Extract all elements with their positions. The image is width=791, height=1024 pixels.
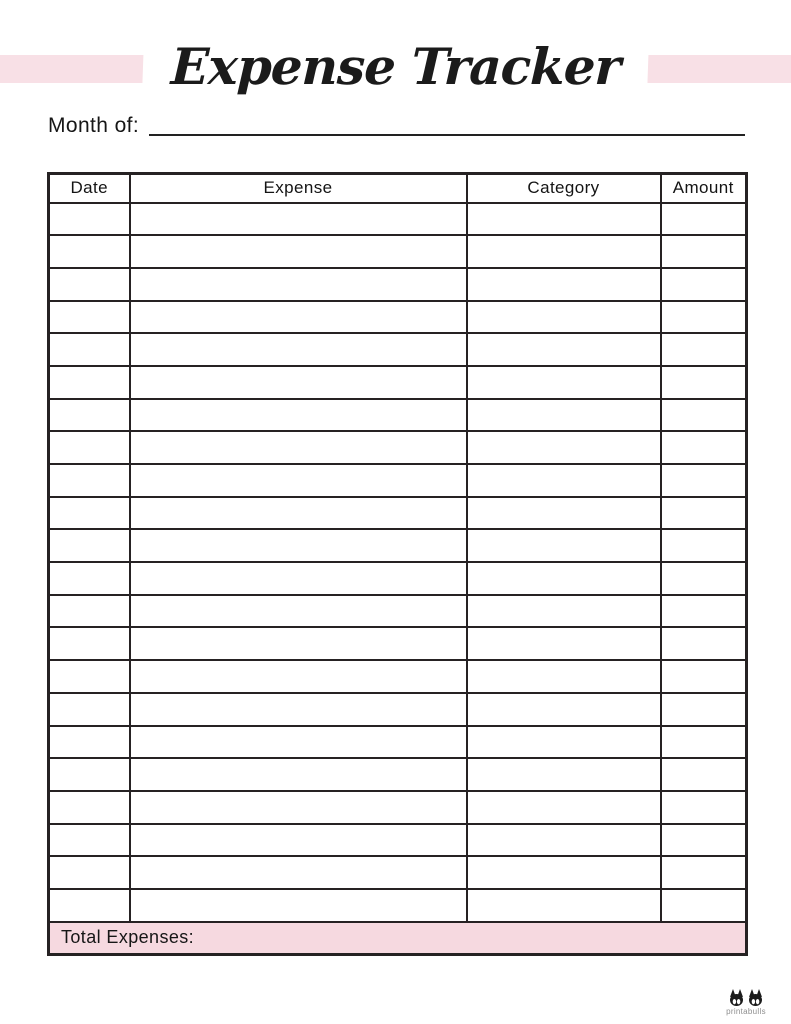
column-header-amount: Amount <box>661 174 747 203</box>
table-row <box>49 824 747 857</box>
table-cell <box>661 431 747 464</box>
table-row <box>49 366 747 399</box>
table-row <box>49 464 747 497</box>
table-cell <box>467 758 661 791</box>
table-cell <box>49 366 130 399</box>
table-cell <box>661 627 747 660</box>
table-cell <box>467 824 661 857</box>
table-cell <box>661 399 747 432</box>
table-cell <box>661 301 747 334</box>
table-cell <box>130 889 467 922</box>
table-cell <box>467 301 661 334</box>
table-row <box>49 333 747 366</box>
table-cell <box>467 235 661 268</box>
column-header-expense: Expense <box>130 174 467 203</box>
table-cell <box>49 562 130 595</box>
column-header-date: Date <box>49 174 130 203</box>
table-row <box>49 693 747 726</box>
table-cell <box>130 333 467 366</box>
table-cell <box>467 889 661 922</box>
table-row <box>49 889 747 922</box>
total-expenses-cell <box>49 922 747 955</box>
table-cell <box>49 301 130 334</box>
table-cell <box>661 464 747 497</box>
expense-table <box>47 172 748 956</box>
table-cell <box>130 399 467 432</box>
table-row <box>49 595 747 628</box>
table-cell <box>661 856 747 889</box>
month-of-write-in-line <box>149 134 745 136</box>
table-cell <box>49 595 130 628</box>
table-cell <box>49 529 130 562</box>
table-cell <box>49 235 130 268</box>
table-cell <box>467 431 661 464</box>
table-cell <box>49 758 130 791</box>
table-row <box>49 301 747 334</box>
table-cell <box>130 235 467 268</box>
table-cell <box>661 366 747 399</box>
table-cell <box>49 399 130 432</box>
table-cell <box>49 497 130 530</box>
table-cell <box>661 758 747 791</box>
title-band <box>0 24 791 110</box>
table-cell <box>49 824 130 857</box>
table-cell <box>49 693 130 726</box>
month-of-row <box>48 112 745 140</box>
table-cell <box>467 203 661 236</box>
table-cell <box>467 693 661 726</box>
table-row <box>49 529 747 562</box>
table-cell <box>467 497 661 530</box>
table-cell <box>467 726 661 759</box>
table-cell <box>467 529 661 562</box>
table-row <box>49 660 747 693</box>
table-cell <box>130 758 467 791</box>
table-cell <box>130 627 467 660</box>
table-cell <box>130 497 467 530</box>
table-cell <box>130 431 467 464</box>
table-cell <box>661 268 747 301</box>
table-row <box>49 431 747 464</box>
table-cell <box>467 562 661 595</box>
table-cell <box>661 529 747 562</box>
table-cell <box>130 301 467 334</box>
table-cell <box>467 399 661 432</box>
table-row <box>49 791 747 824</box>
table-cell <box>49 333 130 366</box>
table-cell <box>130 529 467 562</box>
table-cell <box>130 660 467 693</box>
table-cell <box>49 791 130 824</box>
table-cell <box>130 693 467 726</box>
printabulls-dogs-logo-icon <box>729 989 763 1006</box>
month-of-label: Month of: <box>48 114 140 137</box>
table-cell <box>130 791 467 824</box>
table-row <box>49 203 747 236</box>
table-row <box>49 268 747 301</box>
table-cell <box>467 333 661 366</box>
table-row <box>49 726 747 759</box>
table-row <box>49 562 747 595</box>
table-cell <box>467 464 661 497</box>
table-cell <box>130 268 467 301</box>
table-cell <box>130 824 467 857</box>
printabulls-wordmark: printabulls <box>726 1007 766 1016</box>
table-cell <box>49 203 130 236</box>
table-cell <box>130 856 467 889</box>
table-cell <box>467 627 661 660</box>
table-cell <box>49 627 130 660</box>
table-row <box>49 627 747 660</box>
table-cell <box>49 268 130 301</box>
table-cell <box>49 889 130 922</box>
expense-table-footer <box>49 922 747 955</box>
table-row <box>49 497 747 530</box>
table-cell <box>467 268 661 301</box>
table-cell <box>130 726 467 759</box>
page-title: Expense Tracker <box>142 24 650 110</box>
table-cell <box>130 366 467 399</box>
table-cell <box>661 693 747 726</box>
total-expenses-row <box>49 922 747 955</box>
table-cell <box>49 726 130 759</box>
printabulls-branding <box>717 989 775 1016</box>
table-cell <box>467 856 661 889</box>
table-cell <box>467 791 661 824</box>
table-cell <box>661 660 747 693</box>
table-row <box>49 235 747 268</box>
table-cell <box>661 824 747 857</box>
table-cell <box>467 660 661 693</box>
table-cell <box>49 660 130 693</box>
table-cell <box>467 366 661 399</box>
expense-table-body <box>49 203 747 922</box>
header-row <box>49 174 747 203</box>
table-cell <box>661 726 747 759</box>
table-cell <box>661 203 747 236</box>
table-cell <box>49 431 130 464</box>
table-cell <box>49 856 130 889</box>
table-cell <box>661 595 747 628</box>
table-cell <box>467 595 661 628</box>
table-cell <box>130 203 467 236</box>
total-expenses-label: Total Expenses: <box>61 927 195 948</box>
table-cell <box>661 497 747 530</box>
table-cell <box>49 464 130 497</box>
table-cell <box>130 562 467 595</box>
table-cell <box>661 562 747 595</box>
table-cell <box>130 464 467 497</box>
table-row <box>49 399 747 432</box>
table-row <box>49 856 747 889</box>
table-cell <box>661 333 747 366</box>
table-cell <box>661 889 747 922</box>
table-row <box>49 758 747 791</box>
expense-table-header <box>49 174 747 203</box>
table-cell <box>661 235 747 268</box>
column-header-category: Category <box>467 174 661 203</box>
table-cell <box>661 791 747 824</box>
table-cell <box>130 595 467 628</box>
